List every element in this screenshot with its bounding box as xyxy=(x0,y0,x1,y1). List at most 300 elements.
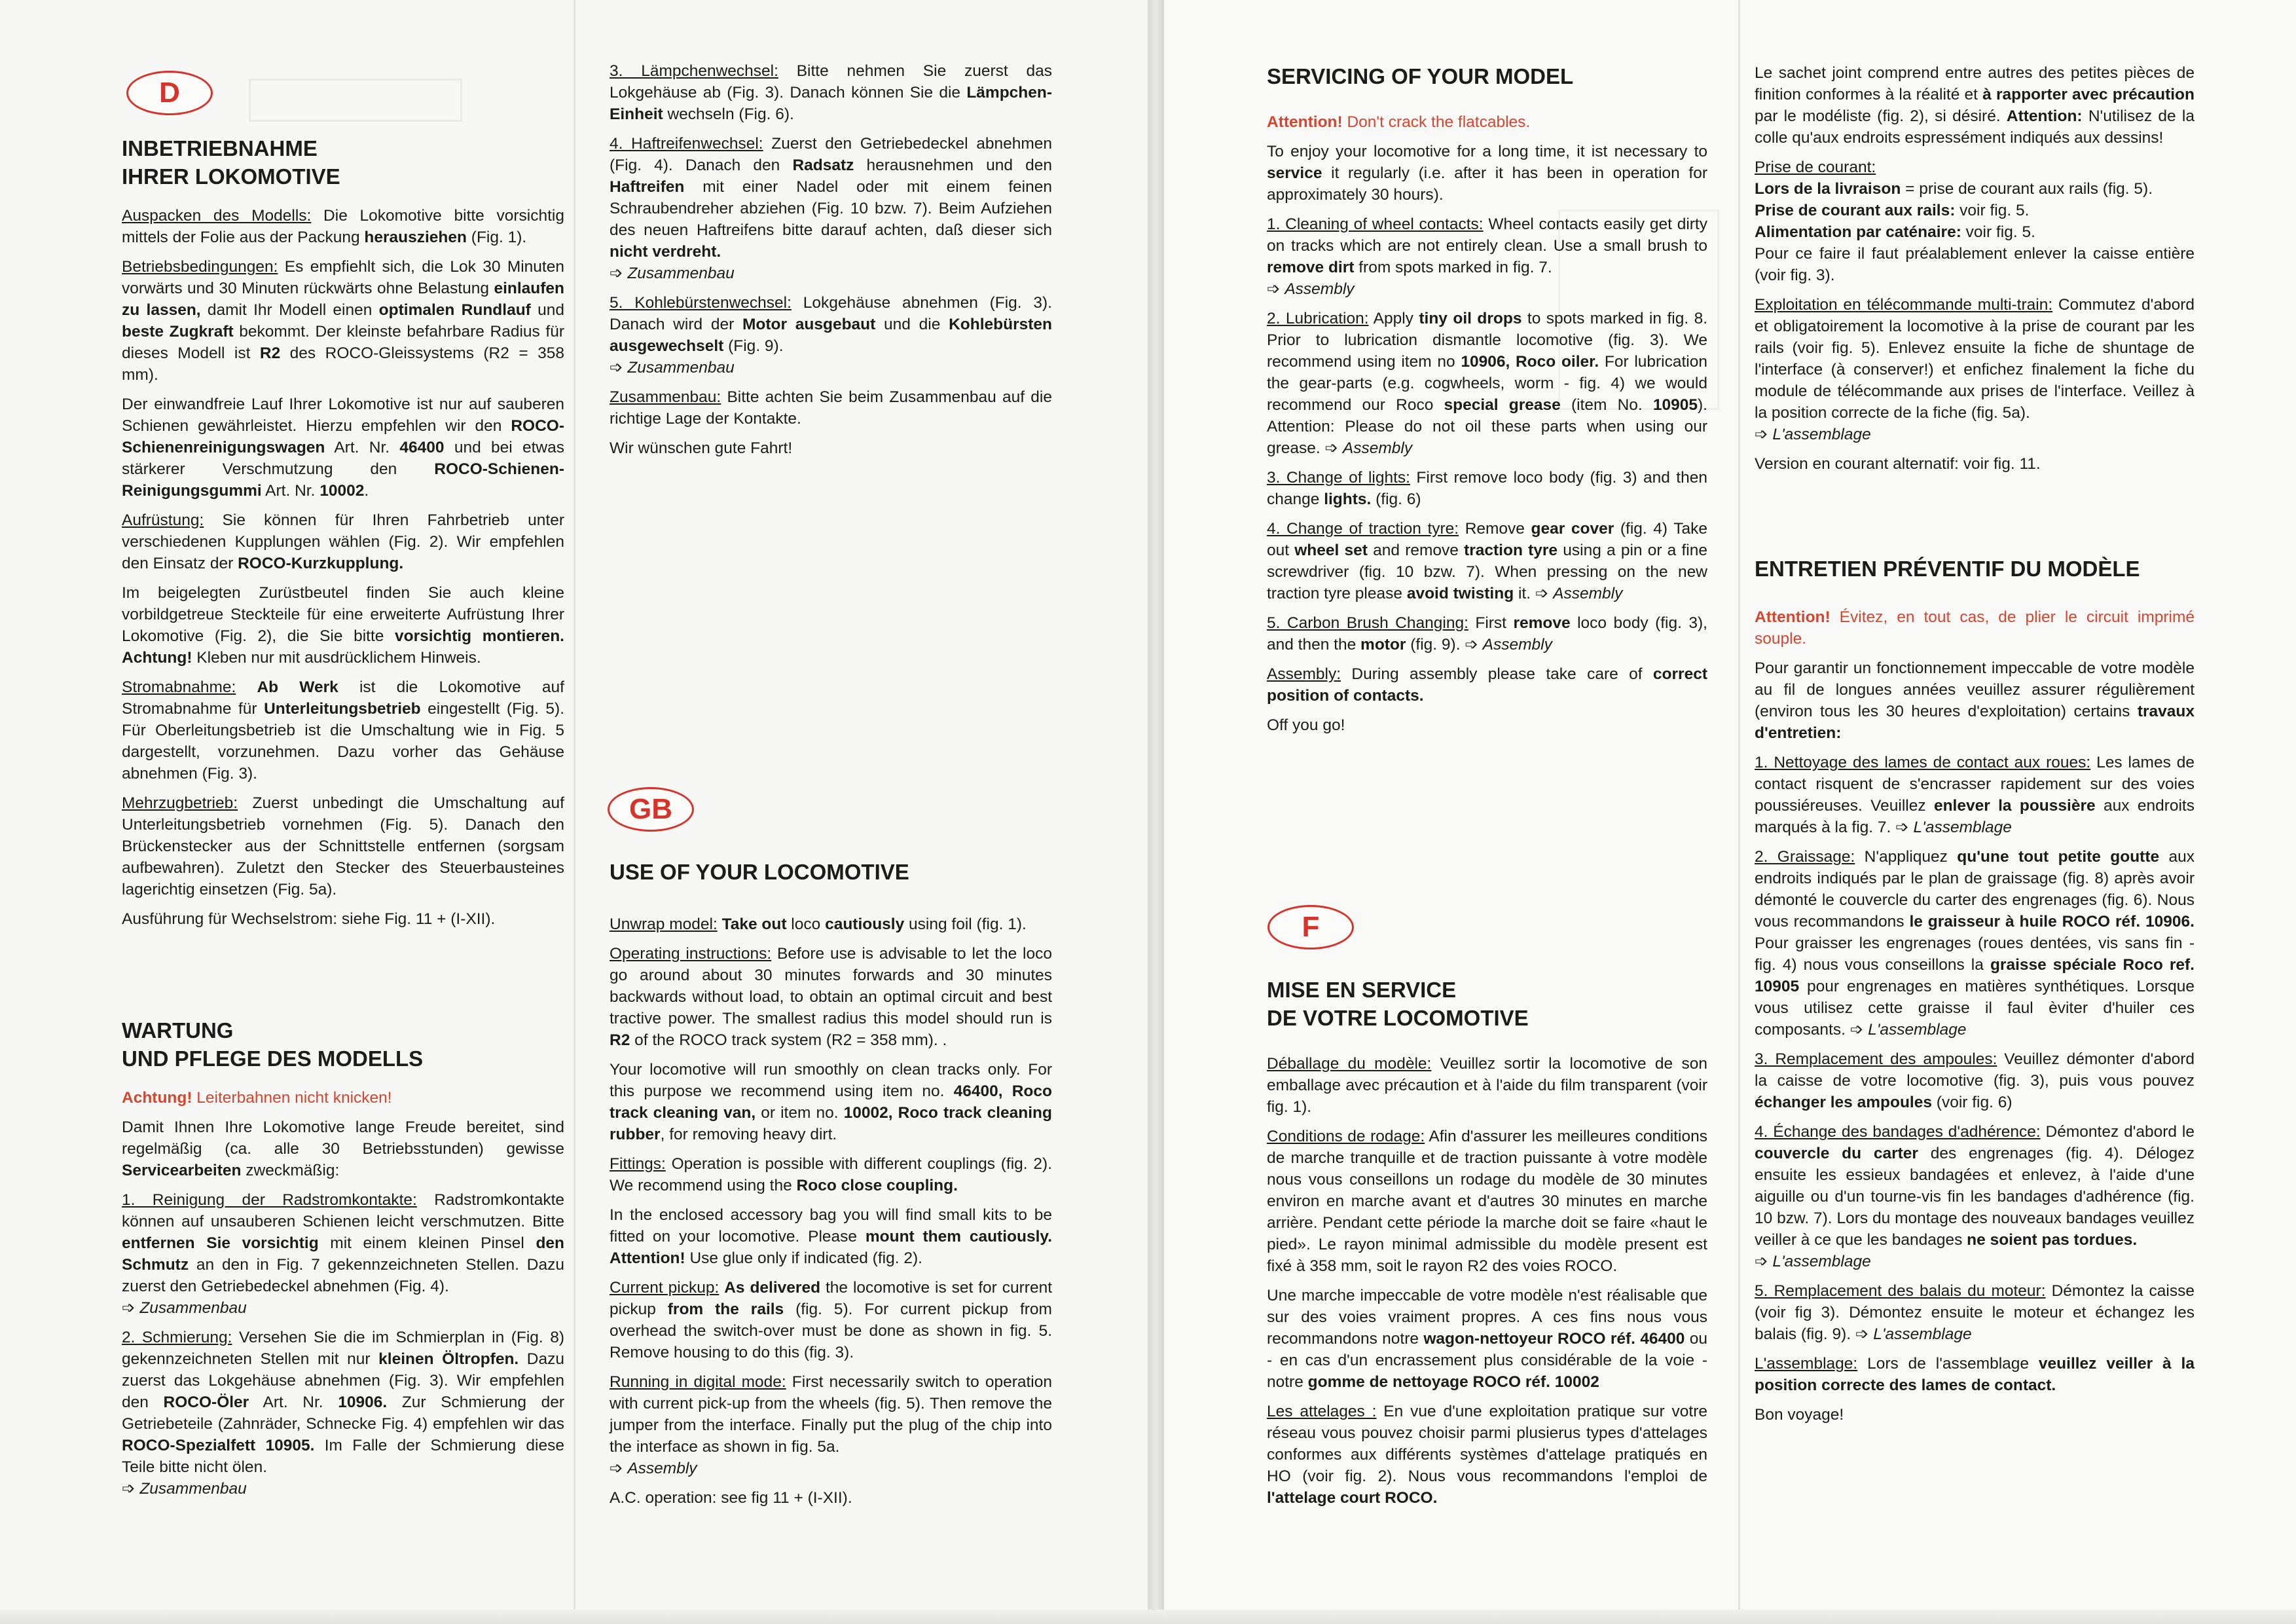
fr-text: des engrenages (fig. 4). Délogez ensuite les essieux bandagées et enlevez, à l'aide d'une aiguille ou d'un tourne-vis fin les bandages d'adhérence (fig. 10 bzw. 7). Lors du montage des nouveaux bandages veuillez veiller à ce que les bandages xyxy=(1755,1145,2195,1249)
fr-brush-label: 5. Remplacement des balais du moteur: xyxy=(1755,1282,2046,1300)
de-assembly-ref: Zusammenbau xyxy=(139,1299,247,1317)
fr-text: Démontez d'abord le xyxy=(2040,1123,2195,1141)
en-text: Wheel contacts easily get dirty on tracks which are not entirely clean. Use a small brush to xyxy=(1267,215,1707,255)
fr-bold: Lors de la livraison xyxy=(1755,180,1901,198)
fold-line-left xyxy=(574,0,575,1624)
french-column-3 xyxy=(1267,976,1707,1517)
en-dig-label: Running in digital mode: xyxy=(610,1373,786,1391)
de-bold: ROCO-Kurzkupplung. xyxy=(238,555,404,572)
fr-bold: enlever la poussière xyxy=(1933,797,2096,815)
fr-text: N'appliquez xyxy=(1855,848,1958,866)
en-fit-label: Fittings: xyxy=(610,1155,666,1173)
fr-text: N'utilisez de la colle qu'aux endroits espressément indiqués aux dessins! xyxy=(1755,107,2195,147)
de-text: Im Falle der Schmierung diese Teile bitte nicht ölen. xyxy=(122,1437,564,1476)
en-lub-label: 2. Lubrication: xyxy=(1267,310,1369,327)
en-text: or item no. xyxy=(756,1104,844,1122)
fr-assembly-ref: L'assemblage xyxy=(1772,1253,1871,1270)
fr-grease-paragraph xyxy=(1755,846,2195,1041)
english-heading: USE OF YOUR LOCOMOTIVE xyxy=(610,860,909,884)
en-bold: mount them cautiously. Attention! xyxy=(610,1228,1052,1267)
de-multitrain-paragraph xyxy=(122,792,564,900)
fr-text: aux endroits marqués à la fig. 7. xyxy=(1755,797,2195,836)
de-text: und die xyxy=(875,316,949,333)
en-text: it. xyxy=(1514,585,1535,602)
en-attention-text: Don't crack the flatcables. xyxy=(1342,113,1531,131)
fr-bold: qu'une tout petite goutte xyxy=(1957,848,2160,866)
de-brush-paragraph xyxy=(610,292,1052,378)
de-bold: ROCO-Schienen-Reinigungsgummi xyxy=(122,460,564,500)
fr-rodage-paragraph xyxy=(1267,1126,1707,1277)
en-attention-bold: Attention! xyxy=(1267,113,1343,131)
en-bold: special grease xyxy=(1444,396,1561,414)
de-tyre-label: 4. Haftreifenwechsel: xyxy=(610,135,763,153)
fr-text: (voir fig. 6) xyxy=(1931,1094,2013,1111)
fr-bold: couvercle du carter xyxy=(1755,1145,1918,1162)
en-text: To enjoy your locomotive for a long time, it ist necessary to xyxy=(1267,143,1707,160)
fr-multitrain-label: Exploitation en télécommande multi-train: xyxy=(1755,296,2053,314)
arrow-icon: ➩ xyxy=(1465,636,1483,654)
fr-text: Veuillez démonter d'abord la caisse de votre locomotive (fig. 3), puis vous pouvez xyxy=(1755,1050,2195,1090)
english-servicing-heading: SERVICING OF YOUR MODEL xyxy=(1267,64,1574,88)
arrow-icon: ➩ xyxy=(1850,1021,1868,1039)
en-text: using foil (fig. 1). xyxy=(904,915,1027,933)
en-clean-track-paragraph xyxy=(610,1059,1052,1145)
de-attention-bold: Achtung! xyxy=(122,1089,192,1107)
de-lub-label: 2. Schmierung: xyxy=(122,1329,232,1346)
de-op-text: und xyxy=(530,301,564,319)
arrow-icon: ➩ xyxy=(1267,280,1285,298)
en-text: (fig. 9). xyxy=(1406,636,1465,654)
en-attention-line xyxy=(1267,111,1707,133)
fr-text: Pour ce faire il faut préalablement enlever la caisse entière (voir fig. 3). xyxy=(1755,245,2195,284)
de-text: Radstromkontakte können auf unsauberen Schienen leicht verschmutzen. Bitte xyxy=(122,1191,565,1230)
de-lamp-paragraph xyxy=(610,60,1052,125)
german-heading-line-1: INBETRIEBNAHME xyxy=(122,136,318,160)
en-text: Your locomotive will run smoothly on clean tracks only. For this purpose we recommend using item no. xyxy=(610,1061,1052,1100)
fr-bold: l'attelage court ROCO. xyxy=(1267,1489,1438,1507)
de-bold: ROCO-Öler xyxy=(163,1393,249,1411)
de-multitrain-label: Mehrzugbetrieb: xyxy=(122,794,238,812)
de-accessory-paragraph xyxy=(122,582,564,669)
de-bold: ROCO-Schienenreinigungswagen xyxy=(122,417,564,456)
en-text: , for removing heavy dirt. xyxy=(660,1126,837,1143)
de-wheel-label: 1. Reinigung der Radstromkontakte: xyxy=(122,1191,417,1209)
fr-bold: ne soient pas tordues. xyxy=(1967,1231,2138,1249)
fr-bulbs-label: 3. Remplacement des ampoules: xyxy=(1755,1050,1997,1068)
scan-bottom-edge xyxy=(0,1610,2296,1624)
de-bold: Servicearbeiten xyxy=(122,1162,242,1179)
fr-attention-text: Évitez, en tout cas, de plier le circuit imprimé souple. xyxy=(1755,608,2195,648)
en-text: using a pin or a fine screwdriver (fig. 10 bzw. 7). When pressing on the new traction tyre please xyxy=(1267,542,1707,602)
fr-couplings-label: Les attelages : xyxy=(1267,1403,1377,1420)
de-bold: Haftreifen xyxy=(610,178,685,196)
de-bold: 10906. xyxy=(338,1393,388,1411)
de-fittings-paragraph xyxy=(122,509,564,574)
en-lights-label: 3. Change of lights: xyxy=(1267,469,1410,487)
fr-bold: Prise de courant aux rails: xyxy=(1755,202,1956,219)
de-wheel-contacts-paragraph xyxy=(122,1189,564,1319)
en-ac-paragraph: A.C. operation: see fig 11 + (I-XII). xyxy=(610,1489,852,1507)
fr-bold: Attention: xyxy=(2006,107,2083,125)
fr-wheel-paragraph xyxy=(1755,752,2195,838)
fr-grease-label: 2. Graissage: xyxy=(1755,848,1855,866)
en-bag-paragraph xyxy=(610,1204,1052,1269)
en-text: and remove xyxy=(1367,542,1465,559)
en-tyre-label: 4. Change of traction tyre: xyxy=(1267,520,1459,538)
en-text: For lubrication the gear-parts (e.g. cogwheels, worm - fig. 4) we would recommend our Roco xyxy=(1267,353,1707,414)
en-assembly-ref: Assembly xyxy=(1285,280,1355,298)
de-bold: Ab Werk xyxy=(257,678,338,696)
de-text: Bitte achten Sie beim Zusammenbau auf die richtige Lage der Kontakte. xyxy=(610,388,1052,428)
fr-bold: veuillez veiller à la position correcte des lames de contact. xyxy=(1755,1355,2195,1394)
de-bold: 46400 xyxy=(399,439,445,456)
en-bold: remove xyxy=(1513,614,1571,632)
de-text: mit einer Nadel oder mit einem feinen Schraubendreher abziehen (Fig. 10 bzw. 7). Beim Aufziehen des neuen Haftreifens bitte darauf achten, daß dieser sich xyxy=(610,178,1052,239)
fr-goodbye: Bon voyage! xyxy=(1755,1406,1844,1424)
language-badge-f: F xyxy=(1267,905,1354,950)
en-digital-paragraph xyxy=(610,1371,1052,1479)
en-assembly-ref: Assembly xyxy=(1553,585,1623,602)
de-assembly-ref: Zusammenbau xyxy=(139,1480,247,1498)
de-text: Im beigelegten Zurüstbeutel finden Sie auch kleine vorbildgetreue Steckteile für eine erweiterte Aufrüstung Ihrer Lokomotive (Fig. 2), die Sie bitte xyxy=(122,584,564,645)
en-text: Before use is advisable to let the loco go around about 30 minutes forwards and 30 minutes backwards without load, to obtain an optimal circuit and best tractive power. The smallest radius this model should run is xyxy=(610,945,1052,1027)
de-op-bold: R2 xyxy=(259,344,281,362)
arrow-icon: ➩ xyxy=(610,265,628,282)
en-text: (fig. 6) xyxy=(1371,490,1421,508)
en-service-paragraph xyxy=(1267,141,1707,206)
en-bold: tiny oil drops xyxy=(1419,310,1522,327)
de-text: . xyxy=(364,482,369,500)
de-lamp-label: 3. Lämpchenwechsel: xyxy=(610,62,778,80)
de-text: ist die Lokomotive auf Stromabnahme für xyxy=(122,678,564,718)
de-assembly-ref: Zusammenbau xyxy=(627,265,735,282)
en-bold: wheel set xyxy=(1294,542,1368,559)
english-column-3 xyxy=(1267,62,1707,744)
en-bold: from the rails xyxy=(667,1301,784,1318)
arrow-icon: ➩ xyxy=(610,1460,628,1477)
en-text: from spots marked in fig. 7. xyxy=(1354,259,1552,276)
en-bold: Roco close coupling. xyxy=(796,1177,958,1194)
english-column-2 xyxy=(610,858,1052,1517)
en-text: During assembly please take care of xyxy=(1341,665,1653,683)
de-op-text: bekommt. Der kleinste befahrbare Radius für dieses Modell ist xyxy=(122,323,564,362)
german-english-column-2 xyxy=(610,60,1052,467)
fr-text: = prise de courant aux rails (fig. 5). xyxy=(1901,180,2153,198)
en-op-label: Operating instructions: xyxy=(610,945,772,963)
en-asm-label: Assembly: xyxy=(1267,665,1341,683)
fr-bold: à rapporter avec précaution xyxy=(1982,86,2195,103)
en-clean-label: 1. Cleaning of wheel contacts: xyxy=(1267,215,1484,233)
fr-assembly-ref: L'assemblage xyxy=(1873,1325,1972,1343)
en-unwrap-paragraph xyxy=(610,913,1052,935)
de-text: Zuerst den Getriebedeckel abnehmen (Fig. 4). Danach den xyxy=(610,135,1052,174)
arrow-icon: ➩ xyxy=(1324,439,1343,457)
en-bold: R2 xyxy=(610,1031,630,1049)
fr-current-label: Prise de courant: xyxy=(1755,158,1876,176)
fr-tyre-paragraph xyxy=(1755,1121,2195,1272)
de-unpack-text: Die Lokomotive bitte vorsichtig mittels der Folie aus der Packung xyxy=(122,207,564,246)
de-bold: Kohlebürsten ausgewechselt xyxy=(610,316,1052,355)
en-text: Use glue only if indicated (fig. 2). xyxy=(685,1249,922,1267)
de-text: Lokgehäuse abnehmen (Fig. 3). Danach wird der xyxy=(610,294,1052,333)
de-text: Art. Nr. xyxy=(249,1393,338,1411)
de-op-bold: beste Zugkraft xyxy=(122,323,234,341)
fr-bold: gomme de nettoyage ROCO réf. 10002 xyxy=(1307,1373,1599,1391)
de-text: herausnehmen und den xyxy=(854,157,1052,174)
fr-text: par le modéliste (fig. 2), si désiré. xyxy=(1755,107,2007,125)
french-heading-line-2: DE VOTRE LOCOMOTIVE xyxy=(1267,1006,1529,1030)
fr-text: Afin d'assurer les meilleures conditions de marche tranquille et de traction puissante à votre modèle nous vous conseillons un rodage du modèle de 30 minutes environ en marche avant et d'autres 30 minutes en marche arrière. Pendant cette période la marche doit se faire «haut le pied». Le rayon minimal admissible du modèle present est fixé à 358 mm, soit le rayon R2 des voies ROCO. xyxy=(1267,1128,1707,1275)
de-lubrication-paragraph xyxy=(122,1327,564,1500)
de-brush-label: 5. Kohlebürstenwechsel: xyxy=(610,294,792,312)
arrow-icon: ➩ xyxy=(122,1299,140,1317)
fr-text: Démontez la caisse (voir fig 3). Démontez ensuite le moteur et échangez les balais (fig. 9). xyxy=(1755,1282,2195,1343)
en-bold: 10002, Roco track cleaning rubber xyxy=(610,1104,1052,1143)
de-text: (Fig. 9). xyxy=(723,337,784,355)
de-text: Der einwandfreie Lauf Ihrer Lokomotive ist nur auf sauberen Schienen gewährleistet. Hierzu empfehlen wir den xyxy=(122,396,564,435)
fr-couplings-paragraph xyxy=(1267,1401,1707,1509)
en-text: Remove xyxy=(1459,520,1531,538)
de-assembly-label: Zusammenbau: xyxy=(610,388,721,406)
fr-bold: échanger les ampoules xyxy=(1755,1094,1932,1111)
fr-bulbs-paragraph xyxy=(1755,1048,2195,1113)
en-lights-paragraph xyxy=(1267,467,1707,510)
en-goodbye: Off you go! xyxy=(1267,716,1345,734)
fr-text: Le sachet joint comprend entre autres des petites pièces de finition conformes à la réalité et xyxy=(1755,64,2195,103)
de-text: zweckmäßig: xyxy=(241,1162,340,1179)
en-bold: gear cover xyxy=(1531,520,1614,538)
en-bold: traction tyre xyxy=(1464,542,1558,559)
arrow-icon: ➩ xyxy=(1755,1253,1773,1270)
de-text: Bitte nehmen Sie zuerst das Lokgehäuse ab (Fig. 3). Danach können Sie die xyxy=(610,62,1052,101)
en-text: loco body (fig. 3), and then the xyxy=(1267,614,1707,654)
en-text: the locomotive is set for current pickup xyxy=(610,1279,1052,1318)
fr-unpack-paragraph xyxy=(1267,1053,1707,1118)
de-bold: vorsichtig montieren. Achtung! xyxy=(122,627,564,667)
de-text: und bei etwas stärkerer Verschmutzung den xyxy=(122,439,564,478)
en-text: of the ROCO track system (R2 = 358 mm). . xyxy=(630,1031,947,1049)
arrow-icon: ➩ xyxy=(610,359,628,377)
french-column-4 xyxy=(1755,62,2195,1433)
de-bold: entfernen Sie vorsichtig xyxy=(122,1234,319,1252)
fr-text: Les lames de contact risquent de s'encrasser rapidement sur des voies poussiéreuses. Veuillez xyxy=(1755,754,2195,815)
en-text: (fig. 4) Take out xyxy=(1267,520,1708,559)
fr-bold: le graisseur à huile ROCO réf. 10906. xyxy=(1909,913,2195,931)
de-op-bold: einlaufen zu lassen, xyxy=(122,280,564,319)
fr-clean-paragraph xyxy=(1267,1285,1707,1393)
en-text: Operation is possible with different couplings (fig. 2). We recommend using the xyxy=(610,1155,1052,1194)
en-text: Apply xyxy=(1368,310,1419,327)
page-gutter xyxy=(1148,0,1164,1624)
de-bold: nicht verdreht. xyxy=(610,243,721,261)
en-assembly-paragraph xyxy=(1267,663,1707,707)
de-assembly-paragraph xyxy=(610,386,1052,430)
german-heading-line-2: IHRER LOKOMOTIVE xyxy=(122,164,340,189)
de-tyre-paragraph xyxy=(610,133,1052,284)
french-maintenance-heading: ENTRETIEN PRÉVENTIF DU MODÈLE xyxy=(1755,557,2140,581)
language-badge-gb: GB xyxy=(608,787,694,832)
fr-wheel-label: 1. Nettoyage des lames de contact aux roues: xyxy=(1755,754,2091,771)
en-bold: remove dirt xyxy=(1267,259,1355,276)
en-bold: 10906, Roco oiler. xyxy=(1461,353,1599,371)
en-text: loco xyxy=(786,915,826,933)
en-text: In the enclosed accessory bag you will find small kits to be fitted on your locomotive. Please xyxy=(610,1206,1052,1246)
en-brush-paragraph xyxy=(1267,612,1707,655)
de-text: an den in Fig. 7 gekennzeichneten Stellen. Dazu zuerst den Getriebedeckel abnehmen (Fig. 4). xyxy=(122,1256,564,1295)
de-attention-text: Leiterbahnen nicht knicken! xyxy=(192,1089,392,1107)
fr-text: voir fig. 5. xyxy=(1955,202,2030,219)
en-bold: avoid twisting xyxy=(1406,585,1514,602)
de-attention-line xyxy=(122,1087,564,1109)
en-text: (item No. xyxy=(1560,396,1653,414)
fr-text: En vue d'une exploitation pratique sur votre réseau vous pouvez choisir parmi plusierus types d'attelages conformes aux différents systèmes d'attelage pratiqués en HO (voir fig. 2). Nous vous recommandons l'emploi de xyxy=(1267,1403,1707,1485)
en-text: (fig. 5). For current pickup from overhead the switch-over must be done as shown in fig. 5. Remove housing to do this (fig. 3). xyxy=(610,1301,1052,1361)
fr-multitrain-paragraph xyxy=(1755,294,2195,445)
de-text: Zur Schmierung der Getriebeteile (Zahnräder, Schnecke Fig. 4) empfehlen wir das xyxy=(122,1393,565,1433)
language-badge-de: D xyxy=(126,71,213,115)
fr-brush-paragraph xyxy=(1755,1280,2195,1345)
en-bold: As delivered xyxy=(724,1279,821,1297)
de-current-paragraph xyxy=(122,676,564,784)
de-bold: Lämpchen-Einheit xyxy=(610,84,1052,123)
fr-text: pour engrenages en matières synthétiques. Lorsque vous utilisez cette graisse il faul èviter d'huiler ces composants. xyxy=(1755,978,2195,1039)
de-unpack-label: Auspacken des Modells: xyxy=(122,207,312,225)
german-maintenance-heading-1: WARTUNG xyxy=(122,1018,234,1043)
fr-text: Veuillez sortir la locomotive de son emballage avec précaution et à l'aide du film transparent (voir fig. 1). xyxy=(1267,1055,1707,1116)
en-current-paragraph xyxy=(610,1277,1052,1363)
de-unpack-paragraph xyxy=(122,205,564,248)
arrow-icon: ➩ xyxy=(1755,426,1773,443)
german-maintenance-heading-2: UND PFLEGE DES MODELLS xyxy=(122,1046,424,1071)
de-op-text: des ROCO-Gleissystems (R2 = 358 mm). xyxy=(122,344,564,384)
fr-bold: Alimentation par caténaire: xyxy=(1755,223,1961,241)
de-unpack-bold: herausziehen xyxy=(364,229,467,246)
en-bold: cautiously xyxy=(825,915,905,933)
german-column-1 xyxy=(122,134,564,1507)
en-tyre-paragraph xyxy=(1267,518,1707,604)
en-cur-label: Current pickup: xyxy=(610,1279,720,1297)
fr-unpack-label: Déballage du modèle: xyxy=(1267,1055,1432,1073)
fr-text: ou - en cas d'un encrassement plus considérable de la voie - notre xyxy=(1267,1330,1707,1391)
arrow-icon: ➩ xyxy=(1535,585,1554,602)
de-goodbye: Wir wünschen gute Fahrt! xyxy=(610,439,793,457)
en-bold: service xyxy=(1267,164,1322,182)
en-text: to spots marked in fig. 8. Prior to lubrication dismantle locomotive (fig. 3). We recommend using item no xyxy=(1267,310,1707,371)
fr-text: Pour garantir un fonctionnement impeccable de votre modèle au fil de longues années veuillez assurer régulièrement (environ tous les 30 heures d'exploitation) certains xyxy=(1755,659,2195,720)
de-bold: 10002 xyxy=(319,482,365,500)
de-clean-track-paragraph xyxy=(122,394,564,502)
de-assembly-ref: Zusammenbau xyxy=(627,359,735,377)
de-text: eingestellt (Fig. 5). Für Oberleitungsbetrieb ist die Umschaltung wie in Fig. 5 dargestellt, vorzunehmen. Dazu vorher das Gehäuse abnehmen (Fig. 3). xyxy=(122,700,564,783)
de-text: Dazu zuerst das Lokgehäuse abnehmen (Fig. 3). Wir empfehlen den xyxy=(122,1350,564,1411)
de-ac-paragraph: Ausführung für Wechselstrom: siehe Fig. 11 + (I-XII). xyxy=(122,910,496,928)
de-bold: Motor ausgebaut xyxy=(742,316,876,333)
en-bold: motor xyxy=(1360,636,1406,654)
arrow-icon: ➩ xyxy=(122,1480,140,1498)
de-op-bold: optimalen Rundlauf xyxy=(378,301,531,319)
de-fittings-label: Aufrüstung: xyxy=(122,511,204,529)
fr-service-paragraph xyxy=(1755,657,2195,744)
en-bold: lights. xyxy=(1324,490,1372,508)
de-bold: kleinen Öltropfen. xyxy=(378,1350,519,1368)
fr-ac-paragraph: Version en courant alternatif: voir fig. 11. xyxy=(1755,455,2041,473)
en-text: First necessarily switch to operation with current pick-up from the wheels (fig. 5). Then remove the jumper from the interface. Finally put the plug of the chip into the interface as shown in fig. 5a. xyxy=(610,1373,1052,1456)
fr-bold: wagon-nettoyeur ROCO réf. 46400 xyxy=(1423,1330,1685,1348)
en-brush-label: 5. Carbon Brush Changing: xyxy=(1267,614,1468,632)
de-text: wechseln (Fig. 6). xyxy=(663,105,794,123)
de-text: mit einem kleinen Pinsel xyxy=(318,1234,536,1252)
en-wheel-paragraph xyxy=(1267,213,1707,300)
en-assembly-ref: Assembly xyxy=(1342,439,1413,457)
fr-text: Pour graisser les engrenages (roues dentées, vis sans fin - fig. 4) nous vous conseillons la xyxy=(1755,934,2195,974)
de-bold: Unterleitungsbetrieb xyxy=(264,700,421,718)
de-bold: den Schmutz xyxy=(122,1234,564,1274)
en-text: First remove loco body (fig. 3) and then change xyxy=(1267,469,1707,508)
en-text: it regularly (i.e. after it has been in operation for approximately 30 hours). xyxy=(1267,164,1707,204)
de-text: Damit Ihnen Ihre Lokomotive lange Freude bereitet, sind regelmäßig (ca. alle 30 Betriebsstunden) gewisse xyxy=(122,1118,564,1158)
de-text: Zuerst unbedingt die Umschaltung auf Unterleitungsbetrieb vornehmen (Fig. 5). Danach den Brückenstecker aus der Schnittstelle entfernen (sorgsam aufbewahren). Zuletzt den Stecker des Steuerbausteines lagerichtig einsetzen (Fig. 5a). xyxy=(122,794,564,898)
en-bold: 10905 xyxy=(1652,396,1698,414)
fr-text: Une marche impeccable de votre modèle n'est réalisable que sur des voies vraiment propres. A ces fins nous vous recommandons notre xyxy=(1267,1287,1707,1348)
de-text: Versehen Sie die im Schmierplan in (Fig. 8) gekennzeichneten Stellen mit nur xyxy=(122,1329,565,1368)
fr-assembly-paragraph xyxy=(1755,1353,2195,1396)
de-bold: ROCO-Spezialfett 10905. xyxy=(122,1437,315,1454)
de-unpack-end: (Fig. 1). xyxy=(467,229,527,246)
en-fittings-paragraph xyxy=(610,1153,1052,1196)
de-operating-paragraph xyxy=(122,256,564,386)
fr-tyre-label: 4. Échange des bandages d'adhérence: xyxy=(1755,1123,2041,1141)
de-text: Sie können für Ihren Fahrbetrieb unter verschiedenen Kupplungen wählen (Fig. 2). Wir empfehlen den Einsatz der xyxy=(122,511,564,572)
fr-rodage-label: Conditions de rodage: xyxy=(1267,1128,1425,1145)
french-heading-line-1: MISE EN SERVICE xyxy=(1267,978,1457,1002)
de-current-label: Stromabnahme: xyxy=(122,678,236,696)
fold-line-right xyxy=(1738,0,1740,1624)
en-operating-paragraph xyxy=(610,943,1052,1051)
fr-bold: travaux d'entretien: xyxy=(1755,703,2195,742)
arrow-icon: ➩ xyxy=(1855,1325,1874,1343)
fr-text: voir fig. 5. xyxy=(1961,223,2035,241)
fr-bold: graisse spéciale Roco ref. 10905 xyxy=(1755,956,2195,995)
fr-text: aux endroits indiqués par le plan de graissage (fig. 8) après avoir démonté le couvercle du carter des engrenages (fig. 6). Nous vous recommandons xyxy=(1755,848,2195,931)
en-assembly-ref: Assembly xyxy=(627,1460,697,1477)
de-text: Art. Nr. xyxy=(261,482,320,500)
de-text: Art. Nr. xyxy=(325,439,400,456)
fr-attention-line xyxy=(1755,606,2195,650)
de-text: Kleben nur mit ausdrücklichem Hinweis. xyxy=(192,649,481,667)
en-text: First xyxy=(1468,614,1514,632)
fr-assembly-ref: L'assemblage xyxy=(1772,426,1871,443)
en-bold: 46400, Roco track cleaning van, xyxy=(610,1082,1052,1122)
fr-text: Commutez d'abord et obligatoirement la locomotive à la prise de courant par les rails (voir fig. 5). Enlevez ensuite la fiche de shuntage de l'interface (à conserver!) et enfichez finalement la fiche du module de télécommande aux prises de l'interface. Veillez à la position correcte de la fiche (fig. 5a). xyxy=(1755,296,2195,422)
fr-attention-bold: Attention! xyxy=(1755,608,1831,626)
fr-asm-label: L'assemblage: xyxy=(1755,1355,1858,1373)
arrow-icon: ➩ xyxy=(1895,819,1914,836)
show-through-box xyxy=(249,79,462,122)
de-bold: Radsatz xyxy=(792,157,854,174)
de-service-paragraph xyxy=(122,1116,564,1181)
de-op-text: Es empfiehlt sich, die Lok 30 Minuten vorwärts und 30 Minuten rückwärts ohne Belastung xyxy=(122,258,564,297)
fr-sachet-paragraph xyxy=(1755,62,2195,149)
fr-assembly-ref: L'assemblage xyxy=(1868,1021,1967,1039)
en-bold: Take out xyxy=(721,915,787,933)
fr-text: Lors de l'assemblage xyxy=(1857,1355,2039,1373)
fr-assembly-ref: L'assemblage xyxy=(1913,819,2012,836)
en-text: ). Attention: Please do not oil these parts when using our grease. xyxy=(1267,396,1707,457)
en-lubrication-paragraph xyxy=(1267,308,1707,459)
de-operating-label: Betriebsbedingungen: xyxy=(122,258,278,276)
fr-current-paragraph xyxy=(1755,157,2195,286)
en-unwrap-label: Unwrap model: xyxy=(610,915,718,933)
